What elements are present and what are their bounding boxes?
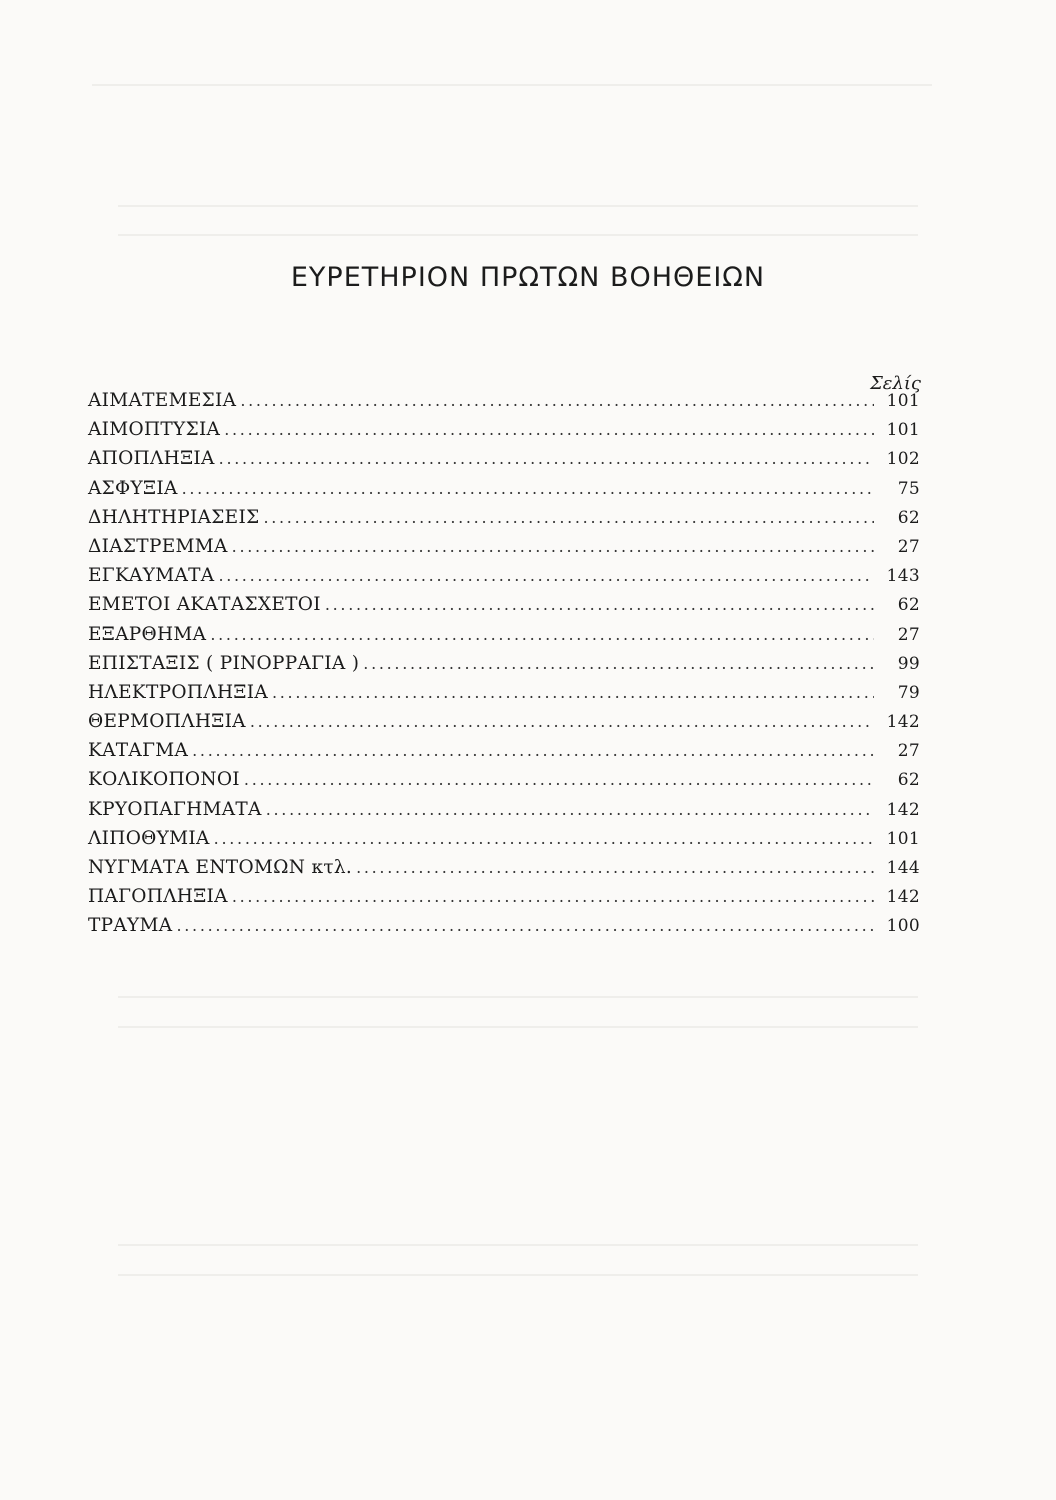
index-entry	[88, 857, 920, 886]
show-through-line	[118, 996, 918, 998]
entry-page: 62	[897, 507, 920, 528]
entry-label: ΚΟΛΙΚΟΠΟΝΟΙ	[88, 769, 240, 791]
index-entry	[88, 915, 920, 944]
entry-page: 99	[897, 653, 920, 674]
entry-label: ΑΠΟΠΛΗΞΙΑ	[88, 448, 215, 470]
index-entry	[88, 507, 920, 536]
entry-page: 101	[886, 828, 920, 849]
dot-leader	[356, 858, 874, 877]
show-through-line	[118, 234, 918, 236]
entry-label: ΝΥΓΜΑΤΑ ΕΝΤΟΜΩΝ κτλ.	[88, 857, 353, 878]
entry-page: 102	[886, 449, 920, 470]
index-entry	[88, 419, 920, 448]
entry-label: ΕΠΙΣΤΑΞΙΣ ( ΡΙΝΟΡΡΑΓΙΑ )	[88, 652, 360, 674]
entry-page: 144	[886, 858, 920, 878]
dot-leader	[232, 537, 874, 556]
index-entry	[88, 886, 920, 915]
dot-leader	[363, 654, 874, 673]
index-entry	[88, 594, 920, 623]
show-through-line	[92, 84, 932, 86]
dot-leader	[219, 449, 874, 468]
entry-label: ΑΙΜΟΠΤΥΣΙΑ	[88, 419, 221, 441]
entry-page: 142	[886, 887, 920, 908]
dot-leader	[250, 712, 874, 731]
page-title: ΕΥΡΕΤΗΡΙΟΝ ΠΡΩΤΩΝ ΒΟΗΘΕΙΩΝ	[290, 262, 766, 293]
index-entry	[88, 653, 920, 682]
show-through-line	[118, 205, 918, 207]
entry-label: ΕΞΑΡΘΗΜΑ	[88, 623, 207, 645]
entry-label: ΗΛΕΚΤΡΟΠΛΗΞΙΑ	[88, 681, 268, 703]
dot-leader	[210, 625, 874, 644]
entry-label: ΛΙΠΟΘΥΜΙΑ	[88, 827, 210, 849]
entry-label: ΔΙΑΣΤΡΕΜΜΑ	[88, 535, 228, 557]
entry-page: 143	[886, 566, 920, 587]
index-entry	[88, 390, 920, 419]
entry-page: 62	[897, 595, 920, 616]
index-entry	[88, 740, 920, 769]
dot-leader	[263, 508, 874, 527]
entry-label: ΑΣΦΥΞΙΑ	[88, 477, 178, 499]
entry-page: 27	[897, 624, 920, 645]
show-through-line	[118, 1026, 918, 1028]
entry-page: 27	[897, 536, 920, 557]
dot-leader	[232, 887, 874, 906]
entry-page: 27	[897, 741, 920, 762]
dot-leader	[218, 566, 874, 585]
dot-leader	[192, 741, 874, 760]
index-entry	[88, 448, 920, 477]
entry-page: 75	[897, 478, 920, 499]
dot-leader	[182, 479, 874, 498]
index-entry	[88, 769, 920, 798]
page-column-header: Σελίς	[870, 373, 921, 394]
index-entry	[88, 828, 920, 857]
entry-label: ΠΑΓΟΠΛΗΞΙΑ	[88, 886, 228, 908]
entry-label: ΚΑΤΑΓΜΑ	[88, 740, 189, 762]
dot-leader	[240, 391, 874, 410]
index-entry	[88, 536, 920, 565]
entry-page: 142	[886, 799, 920, 820]
entry-page: 101	[886, 391, 920, 411]
entry-label: ΚΡΥΟΠΑΓΗΜΑΤΑ	[88, 798, 262, 820]
show-through-line	[118, 1274, 918, 1276]
entry-label: ΕΜΕΤΟΙ ΑΚΑΤΑΣΧΕΤΟΙ	[88, 594, 321, 616]
index-entry	[88, 565, 920, 594]
entry-page: 100	[886, 916, 920, 937]
entry-label: ΘΕΡΜΟΠΛΗΞΙΑ	[88, 711, 246, 733]
entry-label: ΔΗΛΗΤΗΡΙΑΣΕΙΣ	[88, 506, 260, 528]
dot-leader	[176, 916, 874, 935]
dot-leader	[325, 595, 874, 614]
index-entry	[88, 478, 920, 507]
index-entry	[88, 711, 920, 740]
entry-label: ΑΙΜΑΤΕΜΕΣΙΑ	[88, 390, 237, 411]
index-entry	[88, 624, 920, 653]
dot-leader	[224, 420, 874, 439]
show-through-line	[118, 1244, 918, 1246]
entry-label: ΕΓΚΑΥΜΑΤΑ	[88, 565, 215, 587]
index-entry	[88, 682, 920, 711]
dot-leader	[272, 683, 874, 702]
dot-leader	[266, 800, 874, 819]
entry-label: ΤΡΑΥΜΑ	[88, 915, 173, 937]
index-entry	[88, 799, 920, 828]
dot-leader	[244, 770, 874, 789]
entry-page: 79	[897, 682, 920, 703]
index-list	[88, 390, 920, 945]
entry-page: 142	[886, 712, 920, 733]
entry-page: 101	[886, 420, 920, 441]
entry-page: 62	[897, 770, 920, 791]
dot-leader	[214, 829, 874, 848]
